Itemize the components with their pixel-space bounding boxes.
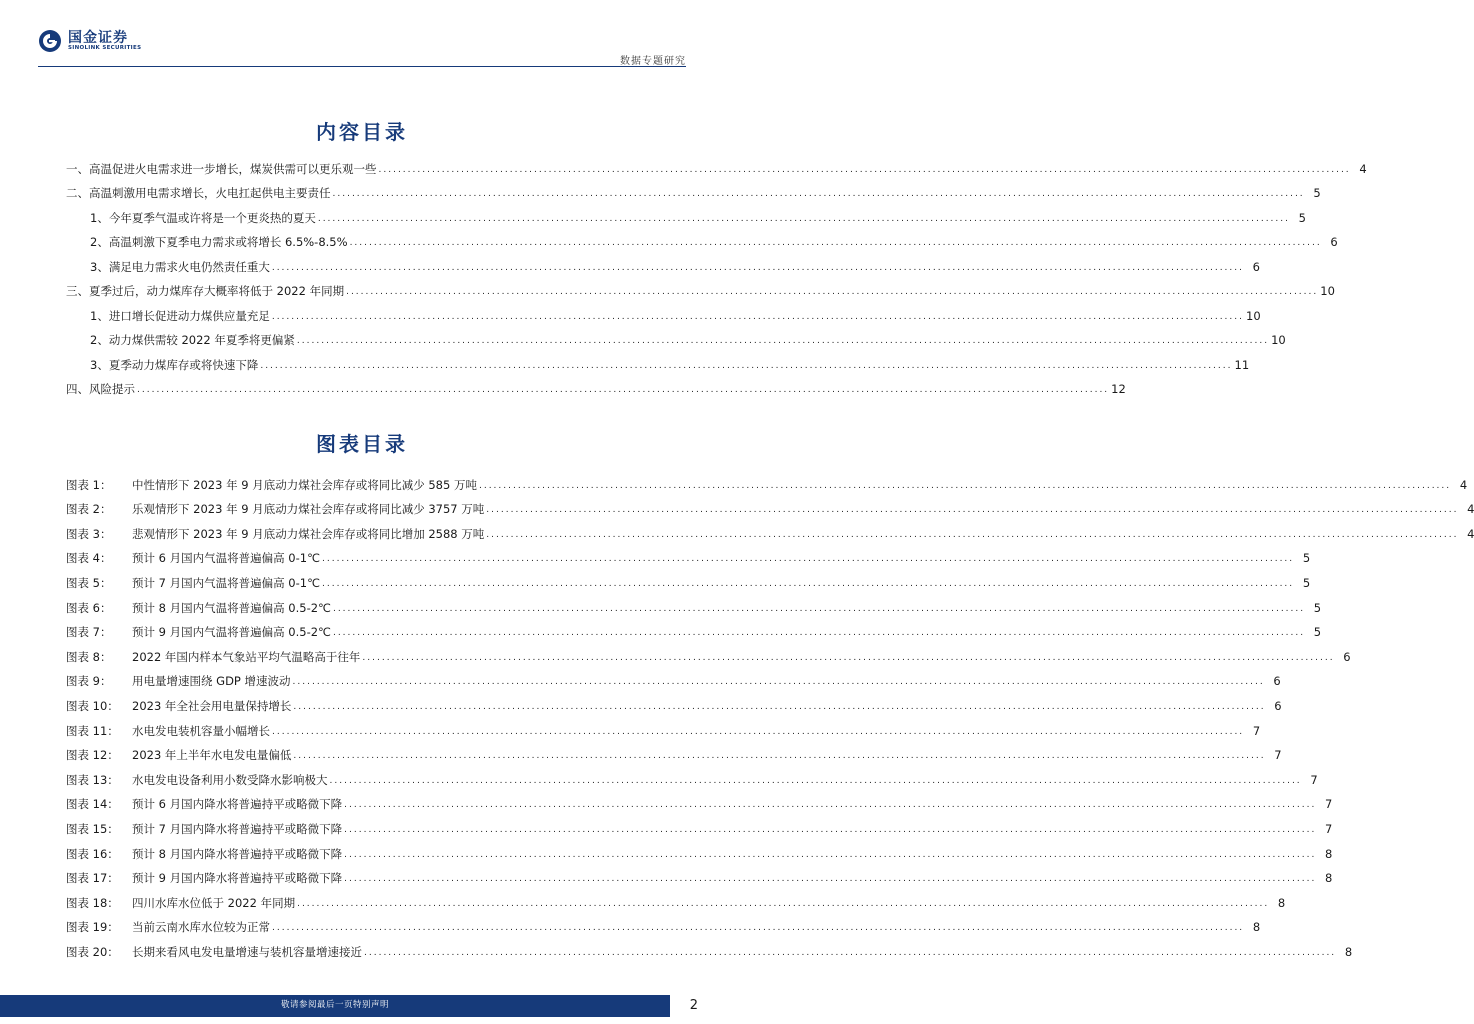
figure-entry[interactable] <box>66 812 1333 837</box>
figure-leader-dots: ........................................................................................................................................................................................................ <box>478 480 1452 491</box>
toc-entry-label: 3、满足电力需求火电仍然责任重大 <box>90 259 270 274</box>
toc-leader-dots: ........................................................................................................................................................................................................ <box>349 238 1322 248</box>
figure-entry-number: 图表 7： <box>66 625 112 640</box>
report-type-label: 数据专题研究 <box>620 56 686 67</box>
figure-entry-number: 图表 20： <box>66 944 119 959</box>
toc-entry-page: 6 <box>1252 259 1260 274</box>
toc-leader-dots: ........................................................................................................................................................................................................ <box>271 262 1244 273</box>
figure-entry-number: 图表 10： <box>66 698 119 713</box>
figure-leader-dots: ........................................................................................................................................................................................................ <box>344 800 1317 811</box>
figure-entry-page: 8 <box>1252 920 1261 935</box>
figure-entry-page: 6 <box>1274 698 1282 713</box>
contents-list <box>66 152 1367 397</box>
toc-entry-page: 5 <box>1313 186 1321 200</box>
toc-entry-label: 四、风险提示 <box>66 382 135 396</box>
figure-entry-label: 预计 8 月国内降水将普遍持平或略微下降 <box>132 846 343 861</box>
figure-entry-page: 7 <box>1324 797 1333 812</box>
toc-entry-label: 一、高温促进火电需求进一步增长，煤炭供需可以更乐观一些 <box>66 161 377 176</box>
figure-leader-dots: ........................................................................................................................................................................................................ <box>344 824 1317 835</box>
figure-leader-dots: ........................................................................................................................................................................................................ <box>297 898 1270 909</box>
figure-entry-number: 图表 11： <box>66 723 119 738</box>
figure-entry-page: 6 <box>1273 674 1281 689</box>
figure-entry[interactable] <box>66 911 1261 936</box>
figure-entry-number: 图表 17： <box>66 871 119 886</box>
toc-entry-label: 二、高温刺激用电需求增长，火电扛起供电主要责任 <box>66 186 331 200</box>
figure-entry-number: 图表 19： <box>66 920 119 935</box>
figure-entry[interactable] <box>66 788 1333 813</box>
figure-entry[interactable] <box>66 517 1474 542</box>
figure-entry-page: 7 <box>1274 748 1282 763</box>
figure-entry[interactable] <box>66 714 1261 739</box>
toc-entry-label: 3、夏季动力煤库存或将快速下降 <box>90 357 259 372</box>
figure-entry-number: 图表 4： <box>66 551 112 566</box>
toc-entry-label: 1、今年夏季气温或许将是一个更炎热的夏天 <box>90 210 316 225</box>
figure-leader-dots: ........................................................................................................................................................................................................ <box>272 923 1245 934</box>
page-footer <box>0 995 670 1017</box>
toc-entry-page: 12 <box>1111 382 1126 396</box>
figure-entry-number: 图表 18： <box>66 895 119 910</box>
figure-entry-label: 预计 9 月国内降水将普遍持平或略微下降 <box>132 871 343 886</box>
figure-entry-label: 预计 6 月国内降水将普遍持平或略微下降 <box>132 797 343 812</box>
figure-entry-number: 图表 2： <box>66 502 112 517</box>
figure-entry-label: 水电发电装机容量小幅增长 <box>132 723 270 738</box>
figure-entry-number: 图表 8： <box>66 649 112 664</box>
toc-entry-label: 三、夏季过后，动力煤库存大概率将低于 2022 年同期 <box>66 284 345 298</box>
toc-leader-dots: ........................................................................................................................................................................................................ <box>378 164 1351 175</box>
figure-leader-dots: ........................................................................................................................................................................................................ <box>321 578 1295 589</box>
toc-entry[interactable] <box>66 226 1338 251</box>
figure-entry-page: 8 <box>1324 871 1333 886</box>
figure-entry-page: 4 <box>1459 477 1468 492</box>
footer-disclaimer: 敬请参阅最后一页特别声明 <box>280 1000 389 1010</box>
toc-leader-dots: ........................................................................................................................................................................................................ <box>346 287 1319 297</box>
figure-leader-dots: ........................................................................................................................................................................................................ <box>272 726 1245 737</box>
figure-entry-page: 5 <box>1313 600 1322 615</box>
figure-entry[interactable] <box>66 862 1333 887</box>
figure-entry-label: 当前云南水库水位较为正常 <box>132 920 270 935</box>
figure-entry-label: 长期来看风电发电量增速与装机容量增速接近 <box>132 944 362 959</box>
figure-entry-page: 7 <box>1252 723 1261 738</box>
figure-entry-number: 图表 12： <box>66 748 119 763</box>
figure-leader-dots: ........................................................................................................................................................................................................ <box>332 628 1306 639</box>
toc-entry[interactable] <box>66 324 1286 349</box>
figure-leader-dots: ........................................................................................................................................................................................................ <box>293 701 1266 712</box>
figure-entry-label: 预计 6 月国内气温将普遍偏高 0-1℃ <box>132 551 320 566</box>
header-divider <box>38 66 686 67</box>
figure-entry-number: 图表 5： <box>66 575 112 590</box>
figure-leader-dots: ........................................................................................................................................................................................................ <box>486 529 1459 540</box>
figure-entry[interactable] <box>66 566 1311 591</box>
figure-leader-dots: ........................................................................................................................................................................................................ <box>332 603 1306 614</box>
figure-entry-number: 图表 15： <box>66 821 119 836</box>
toc-entry-page: 11 <box>1234 357 1250 372</box>
figure-entry-label: 2022 年国内样本气象站平均气温略高于往年 <box>132 649 361 664</box>
figure-entry-label: 2023 年全社会用电量保持增长 <box>132 698 292 713</box>
toc-entry[interactable] <box>66 250 1260 275</box>
figure-entry[interactable] <box>66 886 1286 911</box>
figure-entry-page: 5 <box>1302 551 1311 566</box>
toc-entry-page: 6 <box>1330 235 1338 249</box>
figure-leader-dots: ........................................................................................................................................................................................................ <box>344 874 1317 885</box>
toc-entry[interactable] <box>66 275 1335 300</box>
toc-entry-page: 10 <box>1271 333 1286 347</box>
figures-title: 图表目录 <box>316 432 408 456</box>
logo-chinese-name: 国金证券 <box>68 30 128 46</box>
toc-entry-page: 5 <box>1298 210 1306 225</box>
figure-leader-dots: ........................................................................................................................................................................................................ <box>362 652 1335 663</box>
figure-entry[interactable] <box>66 837 1333 862</box>
figure-leader-dots: ........................................................................................................................................................................................................ <box>329 775 1302 786</box>
figure-entry-number: 图表 16： <box>66 846 119 861</box>
figure-entry-label: 悲观情形下 2023 年 9 月底动力煤社会库存或将同比增加 2588 万吨 <box>132 526 485 541</box>
figure-entry-label: 预计 7 月国内降水将普遍持平或略微下降 <box>132 821 343 836</box>
figure-entry[interactable] <box>66 640 1351 665</box>
figure-entry[interactable] <box>66 763 1318 788</box>
figure-leader-dots: ........................................................................................................................................................................................................ <box>344 849 1317 860</box>
figure-entry-label: 中性情形下 2023 年 9 月底动力煤社会库存或将同比减少 585 万吨 <box>132 477 477 492</box>
figure-entry-number: 图表 14： <box>66 797 119 812</box>
figures-list <box>66 468 1474 960</box>
contents-title: 内容目录 <box>316 120 408 144</box>
figure-entry-label: 四川水库水位低于 2022 年同期 <box>132 895 296 910</box>
toc-leader-dots: ........................................................................................................................................................................................................ <box>260 360 1233 371</box>
toc-entry-page: 10 <box>1320 284 1335 298</box>
figure-entry[interactable] <box>66 542 1311 567</box>
figure-entry-page: 4 <box>1467 502 1474 517</box>
figure-entry[interactable] <box>66 468 1468 493</box>
figure-leader-dots: ........................................................................................................................................................................................................ <box>486 505 1459 516</box>
figure-entry-label: 用电量增速围绕 GDP 增速波动 <box>132 674 291 689</box>
page-number: 2 <box>689 998 698 1013</box>
figure-entry-label: 乐观情形下 2023 年 9 月底动力煤社会库存或将同比减少 3757 万吨 <box>132 502 485 517</box>
figure-leader-dots: ........................................................................................................................................................................................................ <box>292 677 1265 688</box>
figure-entry-page: 8 <box>1344 944 1353 959</box>
figure-entry-number: 图表 9： <box>66 674 112 689</box>
toc-entry[interactable] <box>66 201 1306 226</box>
toc-leader-dots: ........................................................................................................................................................................................................ <box>296 336 1270 346</box>
figure-entry-page: 6 <box>1343 649 1351 664</box>
figure-entry-number: 图表 3： <box>66 526 112 541</box>
figure-entry[interactable] <box>66 665 1281 690</box>
toc-entry-page: 10 <box>1246 308 1261 323</box>
figure-entry-page: 7 <box>1310 772 1318 787</box>
toc-leader-dots: ........................................................................................................................................................................................................ <box>137 385 1110 395</box>
figure-entry-page: 7 <box>1324 821 1333 836</box>
toc-entry-label: 2、高温刺激下夏季电力需求或将增长 6.5%-8.5% <box>90 235 348 249</box>
toc-entry-page: 4 <box>1359 161 1367 176</box>
sinolink-logo-icon <box>38 29 62 53</box>
toc-entry-label: 2、动力煤供需较 2022 年夏季将更偏紧 <box>90 333 295 347</box>
figure-leader-dots: ........................................................................................................................................................................................................ <box>293 751 1266 762</box>
figure-entry-page: 5 <box>1302 575 1311 590</box>
toc-entry[interactable] <box>66 348 1250 373</box>
figure-leader-dots: ........................................................................................................................................................................................................ <box>321 554 1295 565</box>
toc-leader-dots: ........................................................................................................................................................................................................ <box>332 189 1305 199</box>
figure-entry-page: 5 <box>1313 625 1322 640</box>
page-header <box>0 0 724 66</box>
figure-entry-label: 水电发电设备利用小数受降水影响极大 <box>132 772 328 787</box>
figure-leader-dots: ........................................................................................................................................................................................................ <box>364 947 1337 958</box>
figure-entry[interactable] <box>66 493 1474 518</box>
figure-entry-page: 8 <box>1277 895 1286 910</box>
figure-entry[interactable] <box>66 616 1322 641</box>
toc-entry[interactable] <box>66 177 1321 202</box>
toc-leader-dots: ........................................................................................................................................................................................................ <box>271 311 1244 322</box>
figure-entry-label: 2023 年上半年水电发电量偏低 <box>132 748 292 763</box>
figure-entry[interactable] <box>66 935 1353 960</box>
figure-entry-label: 预计 8 月国内气温将普遍偏高 0.5-2℃ <box>132 600 331 615</box>
figure-entry-page: 4 <box>1467 526 1474 541</box>
figure-entry[interactable] <box>66 689 1282 714</box>
figure-entry-label: 预计 9 月国内气温将普遍偏高 0.5-2℃ <box>132 625 331 640</box>
logo-english-name: SINOLINK SECURITIES <box>68 45 142 51</box>
toc-entry-label: 1、进口增长促进动力煤供应量充足 <box>90 308 270 323</box>
toc-leader-dots: ........................................................................................................................................................................................................ <box>317 213 1290 224</box>
toc-entry[interactable] <box>66 152 1367 177</box>
figure-entry[interactable] <box>66 591 1322 616</box>
toc-entry[interactable] <box>66 373 1126 398</box>
toc-entry[interactable] <box>66 299 1261 324</box>
figure-entry-page: 8 <box>1324 846 1333 861</box>
figure-entry-number: 图表 1： <box>66 477 112 492</box>
figure-entry[interactable] <box>66 739 1282 764</box>
figure-entry-number: 图表 13： <box>66 772 119 787</box>
figure-entry-label: 预计 7 月国内气温将普遍偏高 0-1℃ <box>132 575 320 590</box>
figure-entry-number: 图表 6： <box>66 600 112 615</box>
